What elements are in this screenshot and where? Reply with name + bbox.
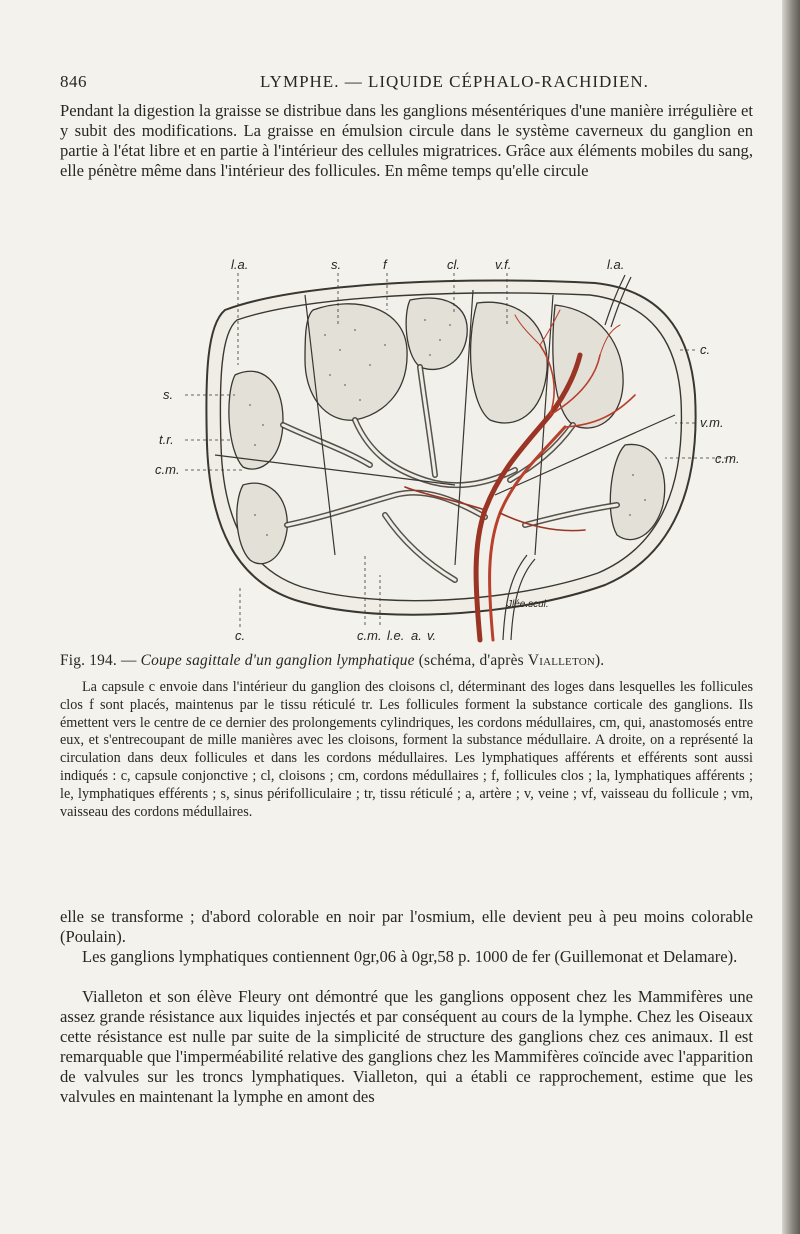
label-c-right: c.	[700, 342, 711, 357]
label-cm-right: c.m.	[715, 451, 740, 466]
label-cm-bottom: c.m.	[357, 628, 382, 643]
label-la-top-left: l.a.	[231, 257, 249, 272]
label-s-left: s.	[163, 387, 174, 402]
paragraph-2: elle se transforme ; d'abord colorable en noir par l'osmium, elle devient peu à peu moins colorable (Poulain).	[60, 907, 753, 946]
paragraph-top: Pendant la digestion la graisse se distribue dans les ganglions mésentériques d'une manière irrégulière et y subit des modifications. La graisse en émulsion circule dans le système caverneux du ganglion en partie à l'état libre et en partie à l'intérieur des cellules migratrices. Grâce aux éléments mobiles du sang, elle pénètre même dans l'intérieur des follicules. En même temps qu'elle circule	[60, 101, 753, 180]
running-header	[60, 72, 750, 94]
label-f-top: f	[383, 257, 387, 272]
caption-suffix: (schéma, d'après	[418, 652, 524, 669]
engraver-signature: Jlée.scul.	[507, 599, 549, 610]
label-v-bottom: v.	[427, 628, 437, 643]
label-vm-right: v.m.	[700, 415, 724, 430]
label-tr-left: t.r.	[159, 432, 174, 447]
label-cl-top: cl.	[447, 257, 460, 272]
page-number: 846	[60, 72, 87, 91]
caption-prefix: Fig. 194. —	[60, 652, 137, 669]
label-vf-top: v.f.	[495, 257, 512, 272]
label-la-top-right: l.a.	[607, 257, 625, 272]
book-spine	[782, 0, 800, 1234]
paragraph-3: Les ganglions lymphatiques contiennent 0gr,06 à 0gr,58 p. 1000 de fer (Guillemonat et Delamare).	[82, 947, 738, 966]
label-le-bottom: l.e.	[387, 628, 405, 643]
figure-legend: La capsule c envoie dans l'intérieur du ganglion des cloisons cl, déterminant des loges dans lesquelles les follicules clos f sont placés, maintenus par le tissu réticulé tr. Les follicules forment la substance corticale des ganglions. Ils émettent vers le centre de ce dernier des prolongements cylindriques, les cordons médullaires, cm, qui, anastomosés entre eux, et s'entrecoupant de mille manières avec les cloisons, forment la substance médullaire. A droite, on a représenté la circulation dans deux follicules et dans les cordons médullaires. Les lymphatiques afférents et efférents sont aussi indiqués : c, capsule conjonctive ; cl, cloisons ; cm, cordons médullaires ; f, follicules clos ; la, lymphatiques afférents ; le, lymphatiques efférents ; s, sinus périfolliculaire ; tr, tissu réticulé ; a, artère ; v, veine ; vf, vaisseau du follicule ; vm, vaisseau des cordons médullaires.	[60, 679, 753, 820]
caption-title: Coupe sagittale d'un ganglion lymphatique	[140, 652, 415, 669]
label-cm-left: c.m.	[155, 462, 180, 477]
figure-caption	[60, 652, 753, 670]
label-a-bottom: a.	[411, 628, 422, 643]
label-s-top: s.	[331, 257, 342, 272]
label-c-bottom: c.	[235, 628, 246, 643]
paragraph-4: Vialleton et son élève Fleury ont démontré que les ganglions opposent chez les Mammifères une assez grande résistance aux liquides injectés et par conséquent au cours de la lymphe. Chez les Oiseaux cette résistance est nulle par suite de la simplicité de structure des ganglions chez ces animaux. Il est remarquable que l'imperméabilité relative des ganglions chez les Mammifères coïncide avec l'apparition de valvules sur les troncs lymphatiques. Vialleton, qui a établi ce rapprochement, estime que les valvules en maintenant la lymphe en amont des	[60, 987, 753, 1106]
caption-author: Vialleton	[527, 652, 595, 669]
caption-end: ).	[594, 652, 605, 669]
running-title: LYMPHE. — LIQUIDE CÉPHALO-RACHIDIEN.	[260, 72, 649, 91]
lymph-node-figure	[155, 255, 755, 650]
